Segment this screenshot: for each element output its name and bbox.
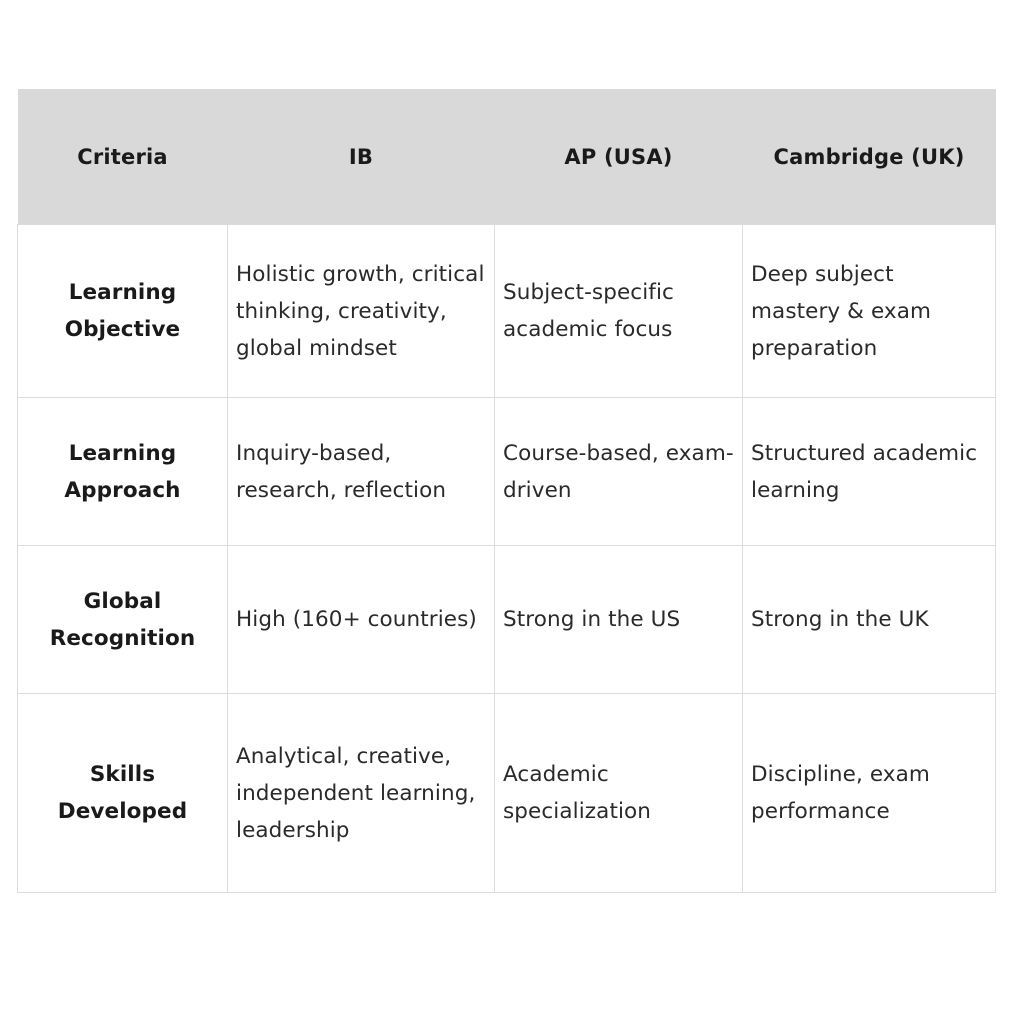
cell-ap: Subject-specific academic focus [495, 225, 743, 398]
header-ap: AP (USA) [495, 89, 743, 225]
cell-ib: Holistic growth, critical thinking, creativity, global mindset [228, 225, 495, 398]
cell-ib: High (160+ countries) [228, 546, 495, 694]
cell-cambridge: Strong in the UK [743, 546, 996, 694]
cell-ap: Strong in the US [495, 546, 743, 694]
row-criteria: Global Recognition [18, 546, 228, 694]
table-row [18, 546, 996, 694]
row-criteria: Learning Approach [18, 398, 228, 546]
header-cambridge: Cambridge (UK) [743, 89, 996, 225]
row-criteria: Learning Objective [18, 225, 228, 398]
table-row [18, 694, 996, 893]
cell-cambridge: Structured academic learning [743, 398, 996, 546]
comparison-table [17, 89, 996, 893]
comparison-table-container [17, 89, 995, 893]
cell-ap: Academic specialization [495, 694, 743, 893]
table-row [18, 398, 996, 546]
header-criteria: Criteria [18, 89, 228, 225]
header-ib: IB [228, 89, 495, 225]
cell-ap: Course-based, exam-driven [495, 398, 743, 546]
cell-cambridge: Deep subject mastery & exam preparation [743, 225, 996, 398]
table-row [18, 225, 996, 398]
cell-cambridge: Discipline, exam performance [743, 694, 996, 893]
cell-ib: Inquiry-based, research, reflection [228, 398, 495, 546]
cell-ib: Analytical, creative, independent learning, leadership [228, 694, 495, 893]
table-header-row [18, 89, 996, 225]
row-criteria: Skills Developed [18, 694, 228, 893]
